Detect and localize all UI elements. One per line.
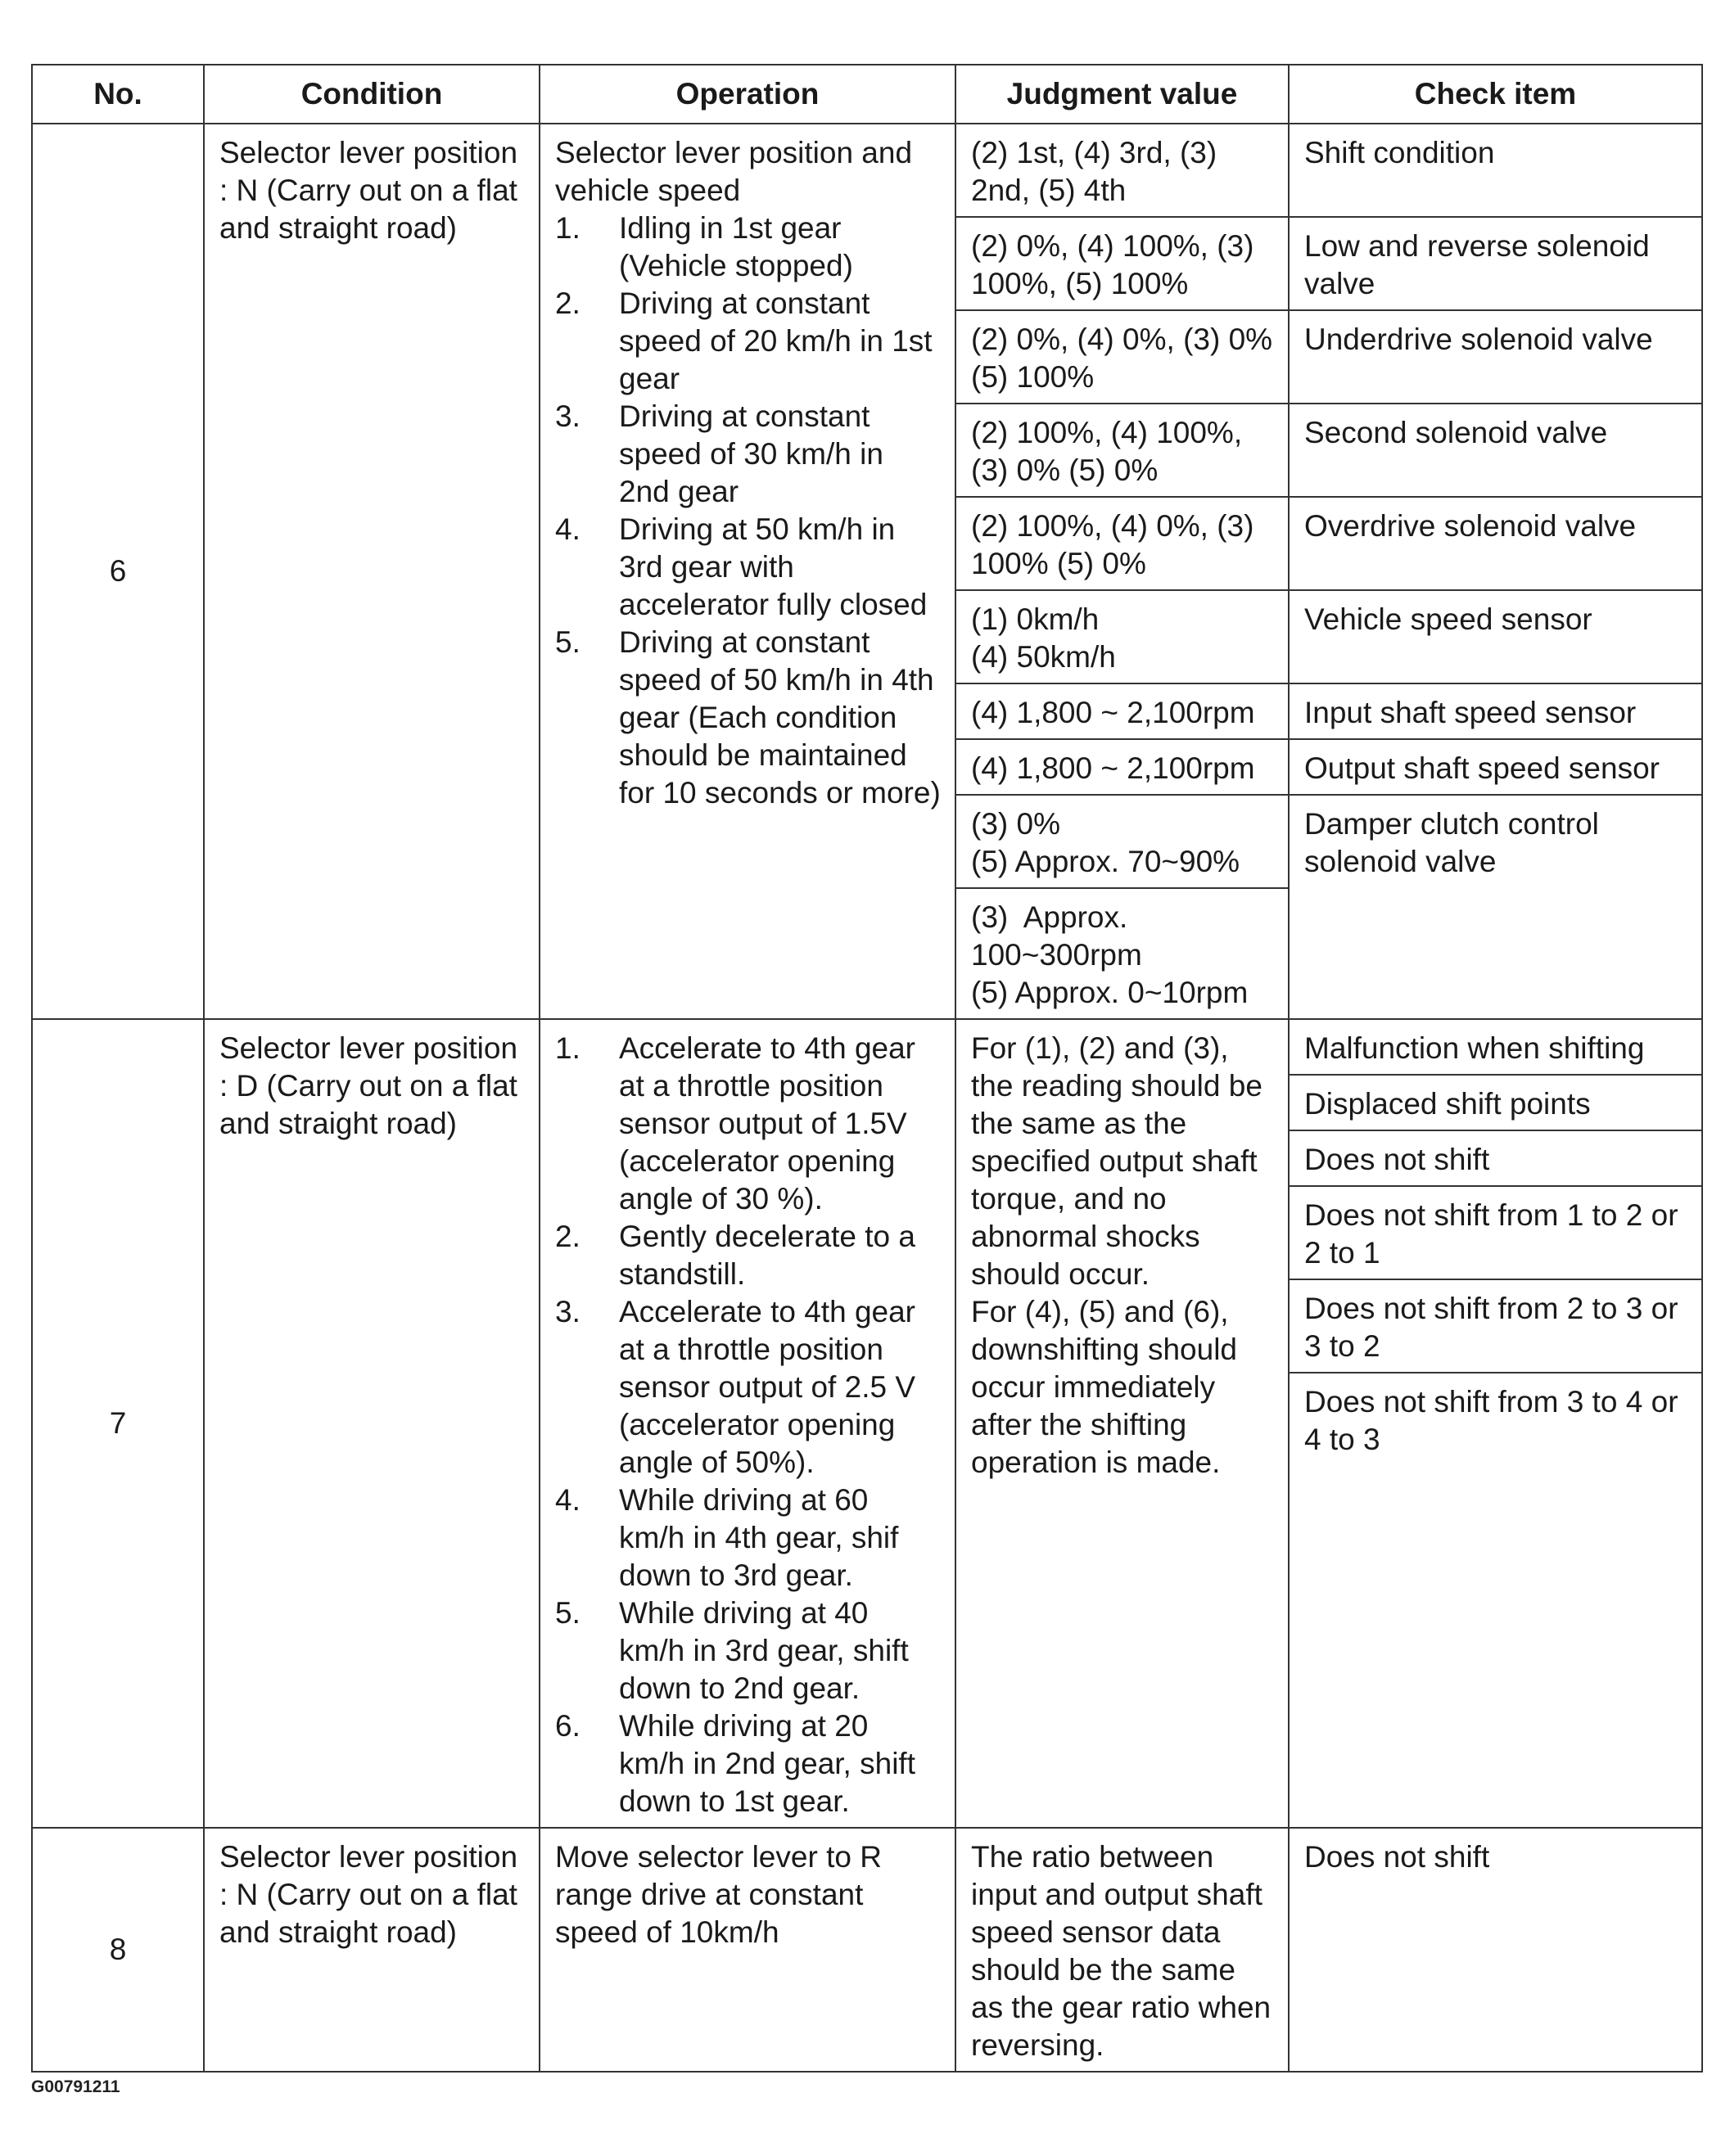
step-text: Driving at constant speed of 30 km/h in 2nd gear [619, 399, 883, 508]
step-text: Gently decelerate to a standstill. [619, 1220, 915, 1291]
check-item-cell: Second solenoid valve [1289, 404, 1702, 497]
header-judgment-value: Judgment value [955, 65, 1289, 124]
check-item-cell: Overdrive solenoid valve [1289, 497, 1702, 590]
judgment-line: (3) Approx. 100~300rpm [971, 900, 1142, 972]
condition-cell: Selector lever position : N (Carry out on a flat and straight road) [204, 1828, 540, 2072]
row-number: 6 [32, 124, 204, 1019]
operation-steps [555, 1030, 942, 1820]
step-text: Driving at 50 km/h in 3rd gear with accelerator fully closed [619, 512, 928, 621]
list-item [555, 511, 942, 624]
check-item-cell: Does not shift from 1 to 2 or 2 to 1 [1289, 1186, 1702, 1279]
operation-steps [555, 210, 942, 812]
step-number: 3. [555, 1295, 580, 1328]
check-item-cell: Does not shift from 3 to 4 or 4 to 3 [1289, 1373, 1702, 1828]
step-number: 4. [555, 512, 580, 546]
judgment-cell: (2) 0%, (4) 100%, (3) 100%, (5) 100% [955, 217, 1289, 310]
check-item-cell: Malfunction when shifting [1289, 1019, 1702, 1075]
step-text: Idling in 1st gear (Vehicle stopped) [619, 211, 853, 282]
check-item-cell: Does not shift [1289, 1130, 1702, 1186]
check-item-cell: Shift condition [1289, 124, 1702, 217]
judgment-cell [955, 1019, 1289, 1828]
operation-cell [540, 124, 955, 1019]
judgment-cell: (4) 1,800 ~ 2,100rpm [955, 683, 1289, 739]
step-number: 3. [555, 399, 580, 433]
check-item-cell: Input shaft speed sensor [1289, 683, 1702, 739]
judgment-cell: (2) 100%, (4) 100%, (3) 0% (5) 0% [955, 404, 1289, 497]
condition-cell: Selector lever position : N (Carry out on a flat and straight road) [204, 124, 540, 1019]
figure-reference: G00791211 [31, 2077, 120, 2096]
check-item-cell: Does not shift from 2 to 3 or 3 to 2 [1289, 1279, 1702, 1373]
table-row [32, 124, 1702, 217]
judgment-cell: (2) 1st, (4) 3rd, (3) 2nd, (5) 4th [955, 124, 1289, 217]
check-item-cell: Does not shift [1289, 1828, 1702, 2072]
header-check-item: Check item [1289, 65, 1702, 124]
step-number: 6. [555, 1709, 580, 1743]
step-number: 4. [555, 1483, 580, 1517]
step-number: 5. [555, 1596, 580, 1630]
list-item [555, 1482, 942, 1594]
judgment-cell [955, 590, 1289, 683]
step-text: While driving at 60 km/h in 4th gear, shif down to 3rd gear. [619, 1483, 899, 1592]
row-number: 8 [32, 1828, 204, 2072]
step-text: While driving at 20 km/h in 2nd gear, shift down to 1st gear. [619, 1709, 915, 1818]
judgment-line: (3) 0% [971, 807, 1060, 841]
check-item-cell: Low and reverse solenoid valve [1289, 217, 1702, 310]
list-item [555, 210, 942, 285]
step-number: 5. [555, 625, 580, 659]
step-text: While driving at 40 km/h in 3rd gear, shift down to 2nd gear. [619, 1596, 909, 1705]
step-number: 1. [555, 211, 580, 245]
list-item [555, 624, 942, 812]
check-item-cell: Damper clutch control solenoid valve [1289, 795, 1702, 1019]
condition-cell: Selector lever position : D (Carry out on a flat and straight road) [204, 1019, 540, 1828]
judgment-paragraph: For (4), (5) and (6), downshifting should occur immediately after the shifting operation is made. [971, 1295, 1237, 1479]
step-number: 1. [555, 1031, 580, 1065]
operation-cell [540, 1019, 955, 1828]
step-text: Driving at constant speed of 20 km/h in 1st gear [619, 286, 933, 395]
list-item [555, 1218, 942, 1293]
judgment-line: (5) Approx. 70~90% [971, 845, 1240, 878]
list-item [555, 398, 942, 511]
check-item-cell: Displaced shift points [1289, 1075, 1702, 1130]
judgment-cell [955, 795, 1289, 888]
list-item [555, 1707, 942, 1820]
judgment-cell: (2) 100%, (4) 0%, (3) 100% (5) 0% [955, 497, 1289, 590]
list-item [555, 1030, 942, 1218]
table-row [32, 1828, 1702, 2072]
check-item-cell: Vehicle speed sensor [1289, 590, 1702, 683]
list-item [555, 1594, 942, 1707]
row-number: 7 [32, 1019, 204, 1828]
operation-intro: Selector lever position and vehicle speed [555, 136, 913, 207]
judgment-line: (4) 50km/h [971, 640, 1116, 674]
judgment-line: (5) Approx. 0~10rpm [971, 976, 1249, 1009]
check-item-cell: Underdrive solenoid valve [1289, 310, 1702, 404]
header-operation: Operation [540, 65, 955, 124]
check-item-cell: Output shaft speed sensor [1289, 739, 1702, 795]
list-item [555, 1293, 942, 1482]
header-row [32, 65, 1702, 124]
header-no: No. [32, 65, 204, 124]
step-text: Accelerate to 4th gear at a throttle position sensor output of 2.5 V (accelerator opening angle of 50%). [619, 1295, 916, 1479]
judgment-paragraph: For (1), (2) and (3), the reading should be the same as the specified output shaft torque, and no abnormal shocks should occur. [971, 1031, 1262, 1291]
step-number: 2. [555, 286, 580, 320]
step-text: Driving at constant speed of 50 km/h in 4th gear (Each condition should be maintained for 10 seconds or more) [619, 625, 941, 810]
judgment-line: (1) 0km/h [971, 602, 1100, 636]
step-number: 2. [555, 1220, 580, 1253]
judgment-cell: The ratio between input and output shaft speed sensor data should be the same as the gear ratio when reversing. [955, 1828, 1289, 2072]
diagnostic-table [31, 64, 1703, 2073]
step-text: Accelerate to 4th gear at a throttle position sensor output of 1.5V (accelerator opening angle of 30 %). [619, 1031, 915, 1216]
operation-cell: Move selector lever to R range drive at constant speed of 10km/h [540, 1828, 955, 2072]
header-condition: Condition [204, 65, 540, 124]
judgment-cell: (2) 0%, (4) 0%, (3) 0% (5) 100% [955, 310, 1289, 404]
table-row [32, 1019, 1702, 1075]
judgment-cell [955, 888, 1289, 1019]
judgment-cell: (4) 1,800 ~ 2,100rpm [955, 739, 1289, 795]
list-item [555, 285, 942, 398]
